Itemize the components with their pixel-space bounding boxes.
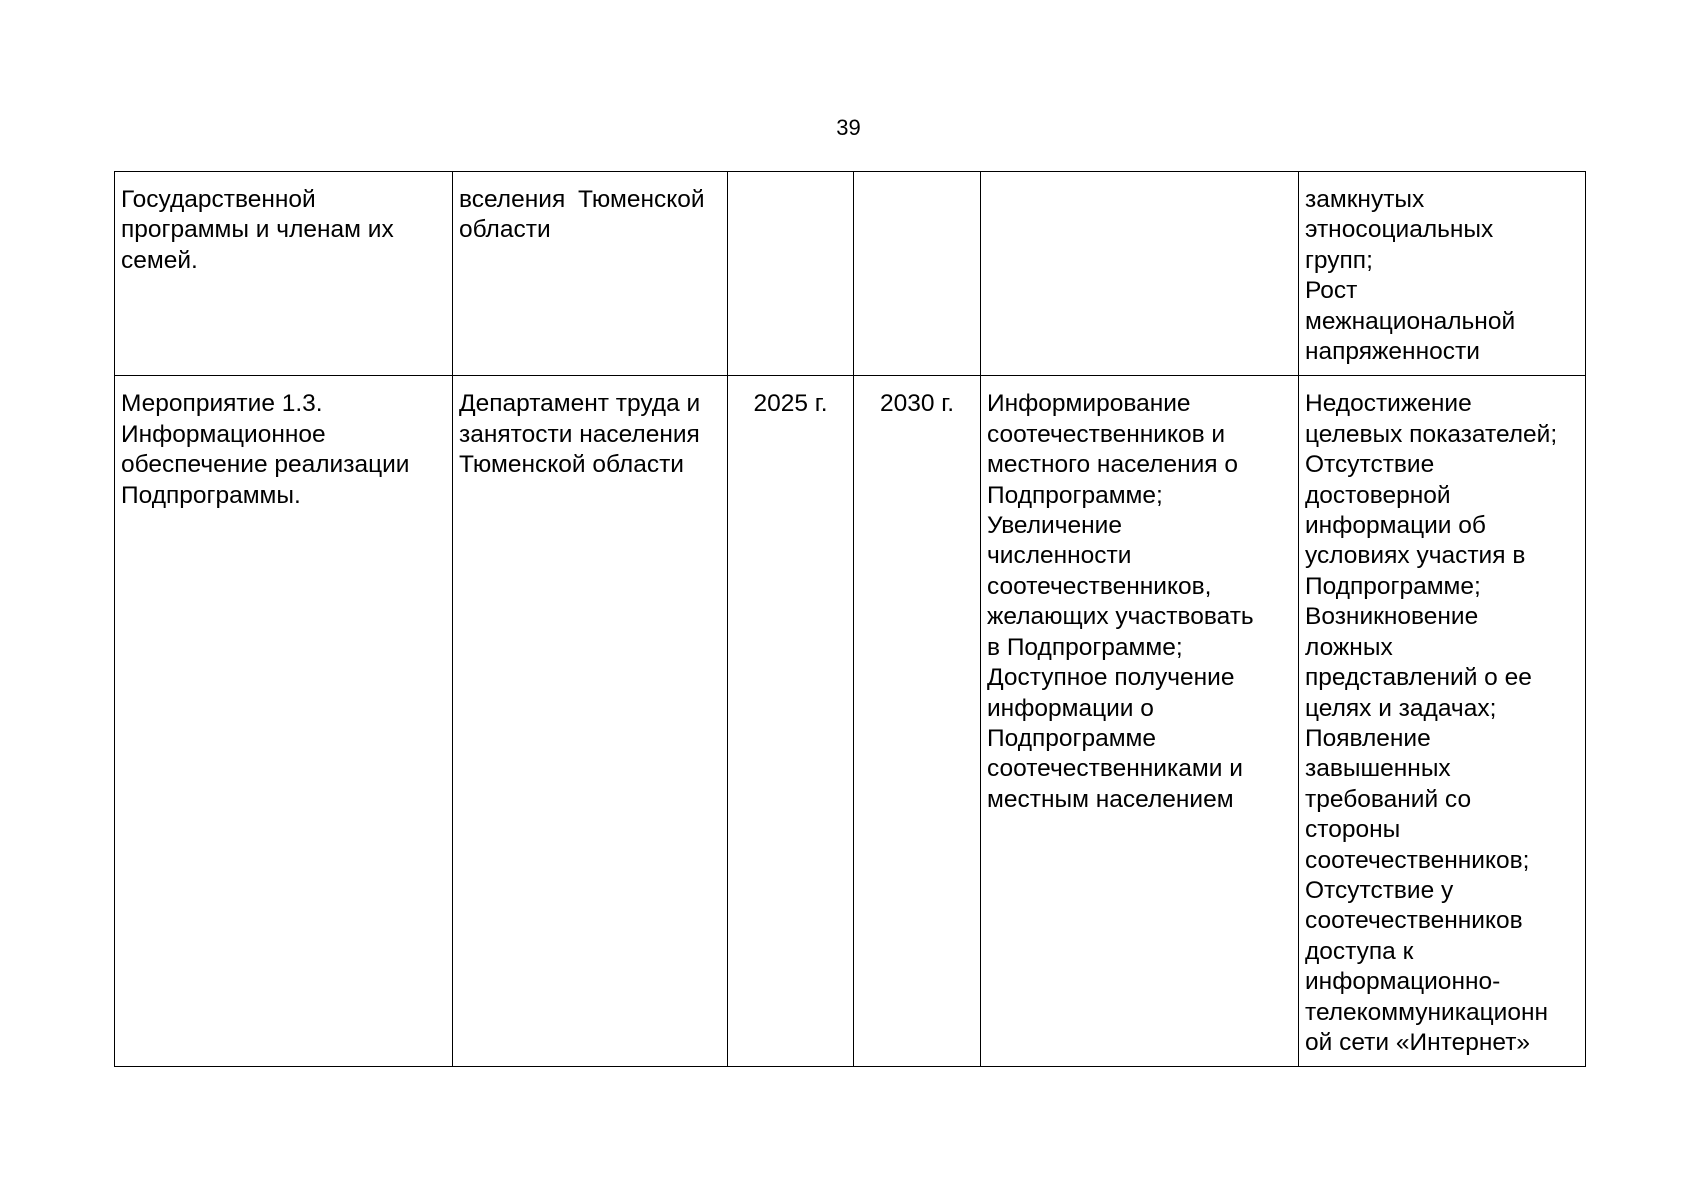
text-line: Доступное получение — [987, 664, 1235, 692]
text-line: информации об — [1305, 512, 1486, 540]
text-line: Департамент труда и — [459, 390, 701, 418]
text-line: соотечественников; — [1305, 846, 1530, 874]
text-line: напряженности — [1305, 338, 1480, 366]
text-line: программы и членам их — [121, 216, 394, 244]
text-line: соотечественников — [1305, 907, 1523, 935]
responsible-cell — [453, 376, 728, 1067]
start-date-cell — [728, 172, 854, 376]
text-line: желающих участвовать — [987, 603, 1254, 631]
text-line: местным населением — [987, 785, 1234, 813]
text-line: соотечественниками и — [987, 755, 1243, 783]
text-line: Возникновение — [1305, 603, 1479, 631]
text-line: Появление — [1305, 724, 1431, 752]
text-line: ложных — [1305, 633, 1393, 661]
text-line: Подпрограммы. — [121, 481, 301, 509]
text-line: в Подпрограмме; — [987, 633, 1183, 661]
text-line: вселения Тюменской — [459, 186, 705, 213]
text-line: ой сети «Интернет» — [1305, 1028, 1531, 1056]
text-line: телекоммуникационн — [1305, 998, 1549, 1026]
risks-cell — [1299, 172, 1586, 376]
text-line: Подпрограмме; — [987, 481, 1163, 509]
text-line: целевых показателей; — [1305, 420, 1558, 448]
text-line: Подпрограмме — [987, 724, 1157, 752]
text-line: занятости населения — [459, 420, 700, 448]
text-line: информации о — [987, 694, 1154, 722]
text-line: Информирование — [987, 390, 1191, 418]
table-row — [115, 376, 1586, 1067]
text-line: представлений о ее — [1305, 664, 1532, 692]
start-date-cell: 2025 г. — [728, 376, 854, 1067]
text-line: условиях участия в — [1305, 542, 1526, 570]
text-line: этносоциальных — [1305, 216, 1494, 244]
text-line: области — [459, 216, 551, 244]
text-line: семей. — [121, 246, 198, 274]
text-line: соотечественников и — [987, 420, 1226, 448]
text-line: межнациональной — [1305, 307, 1516, 335]
text-line: требований со — [1305, 785, 1472, 813]
text-line: замкнутых — [1305, 186, 1425, 213]
text-line: Тюменской области — [459, 451, 684, 479]
text-line: целях и задачах; — [1305, 694, 1497, 722]
text-line: Мероприятие 1.3. — [121, 390, 323, 418]
text-line: доступа к — [1305, 937, 1414, 965]
text-line: завышенных — [1305, 755, 1451, 783]
text-line: Подпрограмме; — [1305, 572, 1481, 600]
event-cell — [115, 172, 453, 376]
text-line: стороны — [1305, 816, 1401, 844]
measures-table — [114, 171, 1586, 1067]
text-line: информационно- — [1305, 968, 1501, 996]
text-line: Отсутствие — [1305, 451, 1435, 479]
table-row — [115, 172, 1586, 376]
text-line: Рост — [1305, 277, 1358, 305]
responsible-cell — [453, 172, 728, 376]
text-line: численности — [987, 542, 1132, 570]
text-line: Информационное — [121, 420, 326, 448]
text-line: Государственной — [121, 186, 316, 213]
page-number: 39 — [836, 115, 861, 140]
expected-result-cell — [981, 376, 1299, 1067]
end-date-cell — [854, 172, 981, 376]
text-line: Недостижение — [1305, 390, 1472, 418]
text-line: местного населения о — [987, 451, 1238, 479]
text-line: Увеличение — [987, 512, 1122, 540]
text-line: обеспечение реализации — [121, 451, 410, 479]
expected-result-cell — [981, 172, 1299, 376]
text-line: Отсутствие у — [1305, 876, 1454, 904]
risks-cell — [1299, 376, 1586, 1067]
event-cell — [115, 376, 453, 1067]
end-date-cell: 2030 г. — [854, 376, 981, 1067]
text-line: соотечественников, — [987, 572, 1212, 600]
text-line: групп; — [1305, 246, 1373, 274]
text-line: достоверной — [1305, 481, 1451, 509]
